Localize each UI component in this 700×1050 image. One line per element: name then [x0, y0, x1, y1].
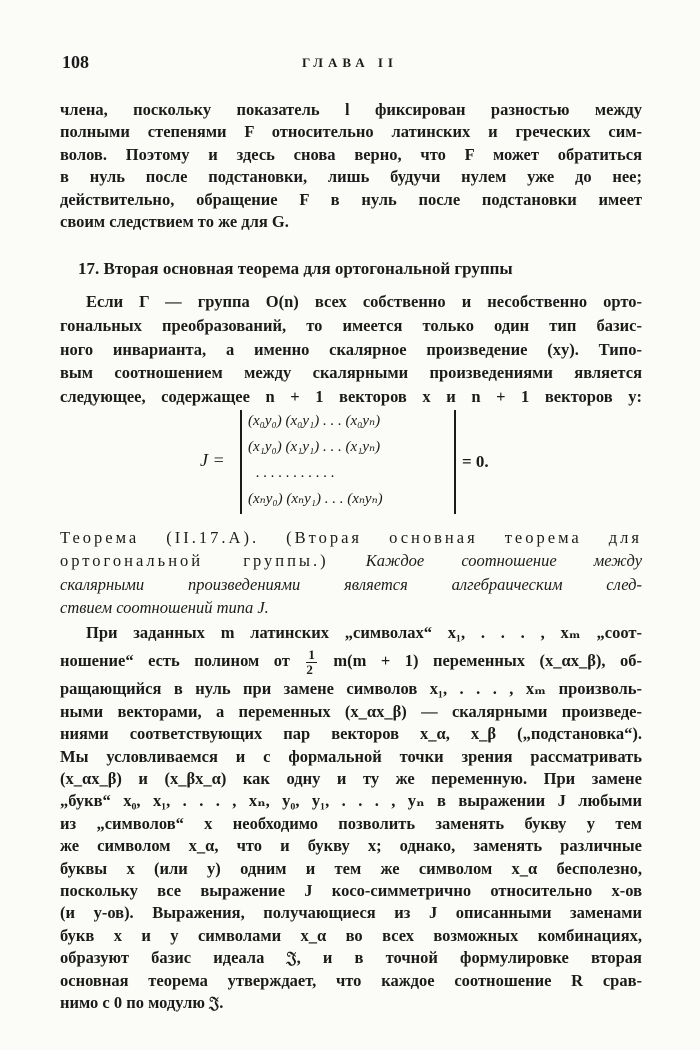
determinant-row: (xₙy₀) (xₙy₁) . . . (xₙyₙ)	[248, 491, 383, 507]
determinant-equation	[200, 408, 520, 520]
section-heading: 17. Вторая основная теорема для ортогональной группы	[78, 259, 513, 278]
text-line: вым соотношением между скалярными произведениями является	[60, 363, 642, 383]
text-line: гональных преобразований, то имеется только один тип базис-	[60, 315, 642, 335]
text-line: ращающийся в нуль при замене символов x₁, . . . , xₘ произволь-	[60, 679, 642, 699]
paragraph-1	[60, 99, 642, 233]
text-line: Мы условливаемся и с формальной точки зрения рассматривать	[60, 746, 642, 766]
text-line: ниями соответствующих пар векторов x_α, x_β („подстановка“).	[60, 724, 642, 744]
text-fragment: ношение“ есть полином от	[60, 651, 290, 671]
text-line: ного инварианта, а именно скалярное произведение (xy). Типо-	[60, 339, 642, 359]
text-line: из „символов“ x необходимо позволить заменять букву y тем	[60, 813, 642, 833]
determinant-row: (x₁y₀) (x₁y₁) . . . (x₁yₙ)	[248, 439, 381, 455]
text-line: (x_αx_β) и (x_βx_α) как одну и ту же переменную. При замене	[60, 769, 642, 789]
determinant-bar-right	[454, 410, 456, 514]
determinant-row: (x₀y₀) (x₀y₁) . . . (x₀yₙ)	[248, 413, 381, 429]
text-line: члена, поскольку показатель l фиксирован разностью между	[60, 100, 642, 119]
determinant-rows	[248, 408, 458, 512]
determinant-row: . . . . . . . . . . .	[256, 465, 335, 481]
text-line: буквы x (или y) одним и тем же символом x_α бесполезно,	[60, 858, 642, 878]
text-line: букв x и y символами x_α во всех возможных комбинациях,	[60, 925, 642, 945]
text-line: Если Γ — группа O(n) всех собственно и несобственно орто-	[86, 292, 642, 311]
determinant-lhs: J =	[200, 450, 225, 470]
text-line: „букв“ x₀, x₁, . . . , xₙ, y₀, y₁, . . . , yₙ в выражении J любыми	[60, 791, 642, 811]
theorem-title: Теорема (II.17.A). (Вторая основная теорема для	[60, 528, 642, 547]
text-line: При заданных m латинских „символах“ x₁, . . . , xₘ „соот-	[86, 623, 642, 642]
text-line: действительно, обращение F в нуль после подстановки имеет	[60, 189, 642, 209]
text-line: следующее, содержащее n + 1 векторов x и n + 1 векторов y:	[60, 387, 642, 407]
fraction-denominator: 2	[306, 662, 313, 678]
text-line: волов. Поэтому и здесь снова верно, что F может обратиться	[60, 144, 642, 164]
text-line: основная теорема утверждает, что каждое соотношение R срав-	[60, 970, 642, 990]
fraction	[306, 648, 317, 677]
theorem-block	[60, 526, 642, 619]
theorem-statement: Каждое соотношение между	[365, 551, 642, 571]
determinant-rhs: = 0.	[462, 452, 489, 471]
determinant-bar-left	[240, 410, 242, 514]
text-line: нимо с 0 по модулю 𝔍.	[60, 993, 224, 1013]
text-line: ными векторами, а переменных (x_αx_β) — скалярными произведе-	[60, 701, 642, 721]
running-head: ГЛАВА II	[302, 55, 398, 70]
text-line: своим следствием то же для G.	[60, 212, 289, 232]
text-line: в нуль после подстановки, лишь будучи нулем уже до нее;	[60, 167, 642, 187]
text-line: же символом x_α, что и букву x; однако, заменять различные	[60, 836, 642, 856]
text-line: поскольку все выражение J косо-симметрично относительно x-ов	[60, 881, 642, 901]
text-line: (и y-ов). Выражения, получающиеся из J описанными заменами	[60, 903, 642, 923]
paragraph-3	[60, 622, 642, 1015]
text-line: образуют базис идеала 𝔍, и в точной формулировке вторая	[60, 948, 642, 968]
paragraph-2	[60, 290, 642, 409]
text-fragment: m(m + 1) переменных (x_αx_β), об-	[333, 651, 642, 671]
text-line: полными степенями F относительно латинских и греческих сим-	[60, 122, 642, 142]
theorem-statement: скалярными произведениями является алгебраическим след-	[60, 574, 642, 594]
theorem-title: ортогональной группы.)	[60, 551, 329, 571]
fraction-numerator: 1	[308, 647, 315, 663]
text-line	[60, 644, 642, 678]
theorem-statement: ствием соотношений типа J.	[60, 597, 269, 617]
theorem-line	[60, 549, 642, 572]
theorem-line	[60, 526, 642, 549]
page-number: 108	[62, 52, 89, 72]
